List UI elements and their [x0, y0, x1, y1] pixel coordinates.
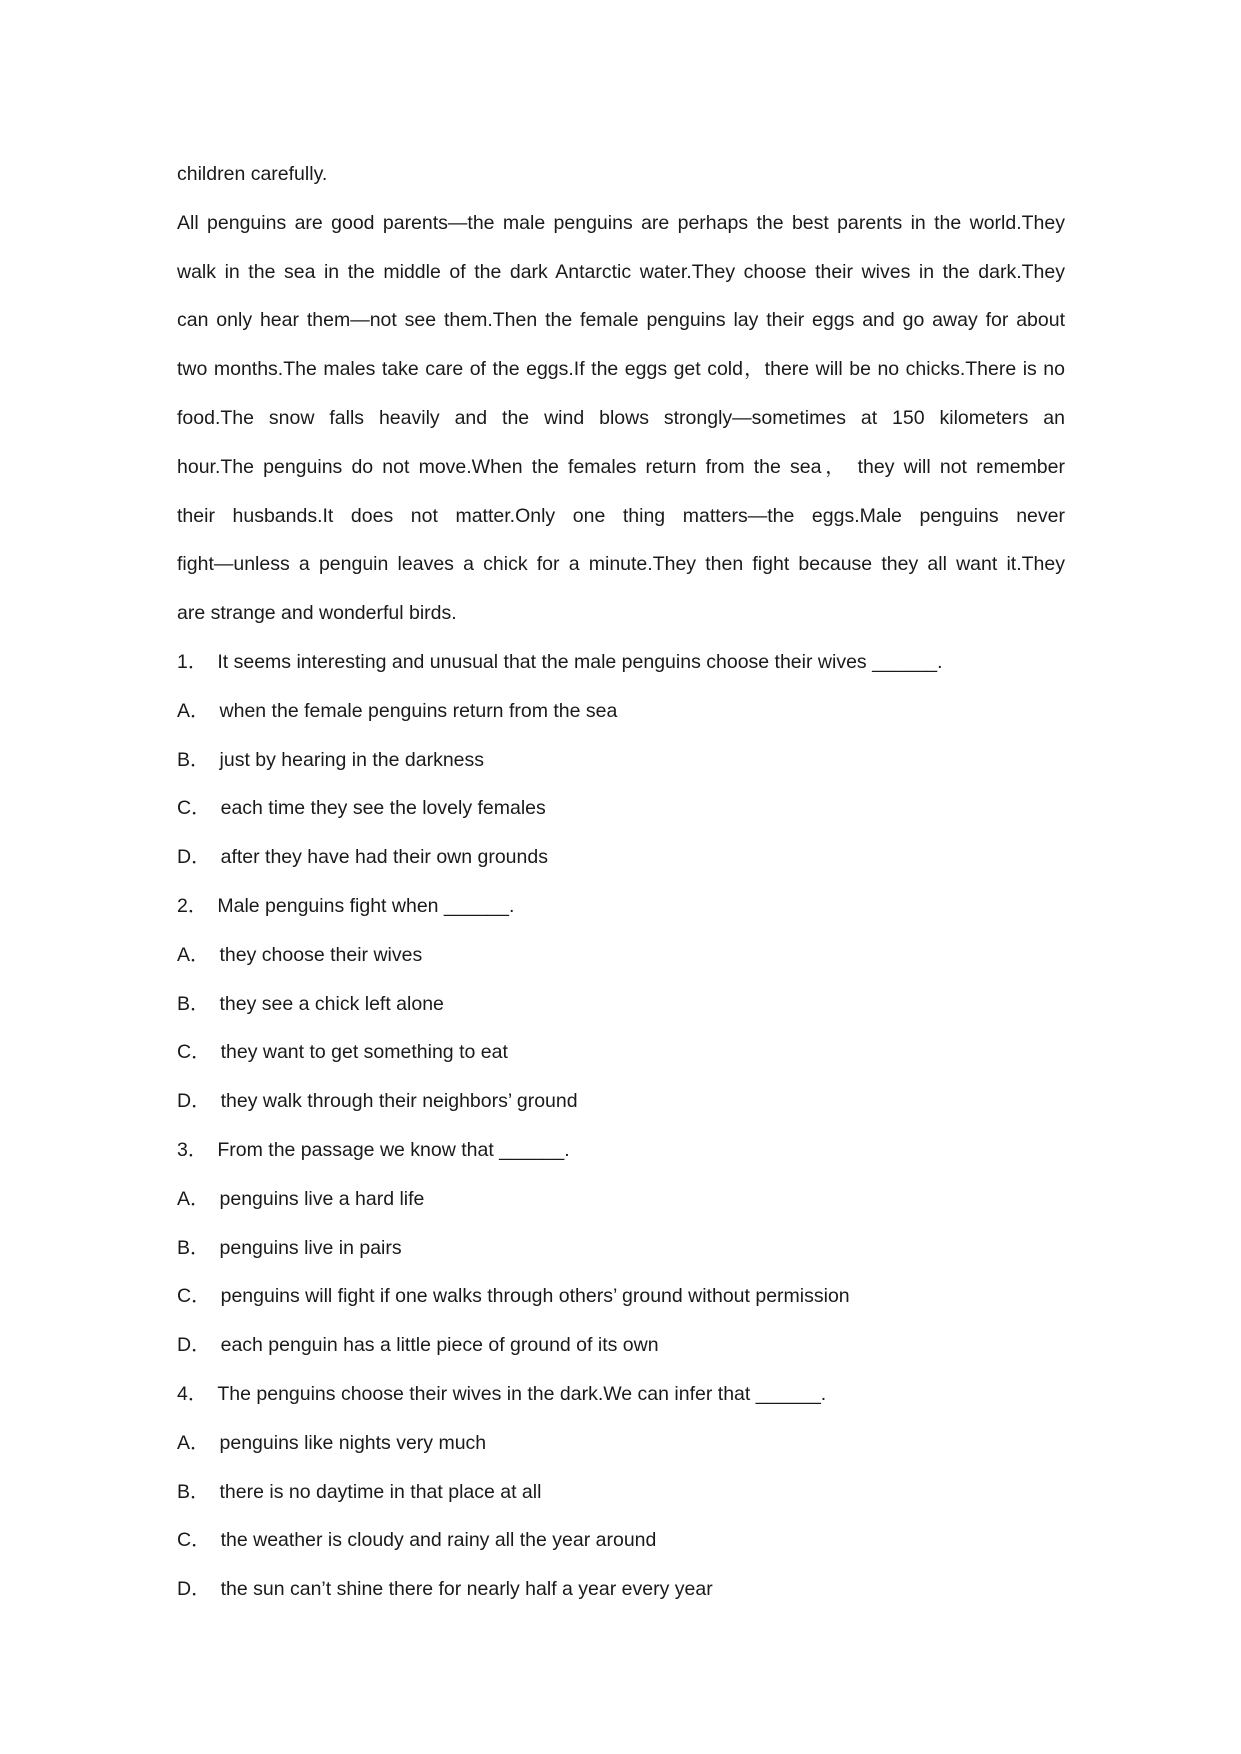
option-text: after they have had their own grounds: [220, 846, 548, 869]
option-a[interactable]: [177, 1175, 1065, 1224]
option-c[interactable]: [177, 1272, 1065, 1321]
option-b[interactable]: [177, 1224, 1065, 1273]
option-letter: A．: [177, 1431, 210, 1454]
paragraph-line: fight—unless a penguin leaves a chick for a minute.They then fight because they all want it.They: [177, 553, 1065, 576]
option-a[interactable]: [177, 931, 1065, 980]
option-d[interactable]: [177, 833, 1065, 882]
option-text: penguins live in pairs: [219, 1236, 402, 1259]
question-stem: [177, 1370, 1065, 1419]
paragraph-line: are strange and wonderful birds.: [177, 602, 457, 625]
option-a[interactable]: [177, 1419, 1065, 1468]
option-letter: A．: [177, 943, 210, 966]
option-a[interactable]: [177, 687, 1065, 736]
option-text: the sun can’t shine there for nearly half a year every year: [220, 1578, 713, 1601]
option-letter: B．: [177, 748, 210, 771]
question-number: 2．: [177, 894, 208, 917]
option-letter: D．: [177, 1334, 211, 1357]
option-b[interactable]: [177, 736, 1065, 785]
question-3: [177, 1126, 1065, 1370]
question-text: The penguins choose their wives in the dark.We can infer that ______.: [217, 1382, 827, 1405]
option-text: they walk through their neighbors’ ground: [220, 1090, 578, 1113]
option-letter: D．: [177, 1578, 211, 1601]
paragraph-line: two months.The males take care of the eggs.If the eggs get cold，there will be no chicks.There is no: [177, 358, 1065, 381]
option-text: each time they see the lovely females: [220, 797, 546, 820]
option-d[interactable]: [177, 1565, 1065, 1614]
option-letter: A．: [177, 699, 210, 722]
paragraph-line: walk in the sea in the middle of the dark Antarctic water.They choose their wives in the dark.They: [177, 260, 1065, 283]
option-text: penguins will fight if one walks through others’ ground without permission: [220, 1285, 850, 1308]
paragraph-line: hour.The penguins do not move.When the females return from the sea， they will not remember: [177, 455, 1065, 478]
option-text: penguins live a hard life: [219, 1187, 425, 1210]
paragraph-line: their husbands.It does not matter.Only one thing matters—the eggs.Male penguins never: [177, 504, 1065, 527]
option-c[interactable]: [177, 1516, 1065, 1565]
option-letter: B．: [177, 1236, 210, 1259]
option-text: they choose their wives: [219, 943, 423, 966]
question-stem: [177, 638, 1065, 687]
document-page: [177, 150, 1065, 1614]
option-letter: D．: [177, 1090, 211, 1113]
question-number: 3．: [177, 1138, 208, 1161]
option-letter: B．: [177, 1480, 210, 1503]
question-stem: [177, 882, 1065, 931]
option-d[interactable]: [177, 1321, 1065, 1370]
passage-paragraph: [177, 199, 1065, 638]
question-text: Male penguins fight when ______.: [217, 894, 515, 917]
option-text: they see a chick left alone: [219, 992, 444, 1015]
option-text: just by hearing in the darkness: [219, 748, 485, 771]
option-text: the weather is cloudy and rainy all the year around: [220, 1529, 657, 1552]
option-b[interactable]: [177, 1468, 1065, 1517]
option-letter: C．: [177, 797, 211, 820]
option-c[interactable]: [177, 784, 1065, 833]
option-letter: B．: [177, 992, 210, 1015]
question-2: [177, 882, 1065, 1126]
option-d[interactable]: [177, 1077, 1065, 1126]
option-c[interactable]: [177, 1028, 1065, 1077]
question-stem: [177, 1126, 1065, 1175]
question-text: It seems interesting and unusual that the male penguins choose their wives ______.: [217, 650, 943, 673]
paragraph-line: All penguins are good parents—the male penguins are perhaps the best parents in the world.They: [177, 211, 1065, 234]
option-letter: C．: [177, 1041, 211, 1064]
option-letter: C．: [177, 1529, 211, 1552]
option-text: penguins like nights very much: [219, 1431, 487, 1454]
option-letter: A．: [177, 1187, 210, 1210]
option-letter: D．: [177, 846, 211, 869]
passage-lead-line: children carefully.: [177, 163, 328, 185]
option-b[interactable]: [177, 980, 1065, 1029]
option-text: they want to get something to eat: [220, 1041, 508, 1064]
question-4: [177, 1370, 1065, 1614]
question-number: 1．: [177, 650, 208, 673]
question-1: [177, 638, 1065, 882]
question-text: From the passage we know that ______.: [217, 1138, 570, 1161]
option-text: each penguin has a little piece of ground of its own: [220, 1334, 659, 1357]
question-number: 4．: [177, 1382, 208, 1405]
option-letter: C．: [177, 1285, 211, 1308]
option-text: when the female penguins return from the sea: [219, 699, 618, 722]
paragraph-line: can only hear them—not see them.Then the female penguins lay their eggs and go away for about: [177, 309, 1065, 332]
option-text: there is no daytime in that place at all: [219, 1480, 542, 1503]
paragraph-line: food.The snow falls heavily and the wind blows strongly—sometimes at 150 kilometers an: [177, 406, 1065, 429]
